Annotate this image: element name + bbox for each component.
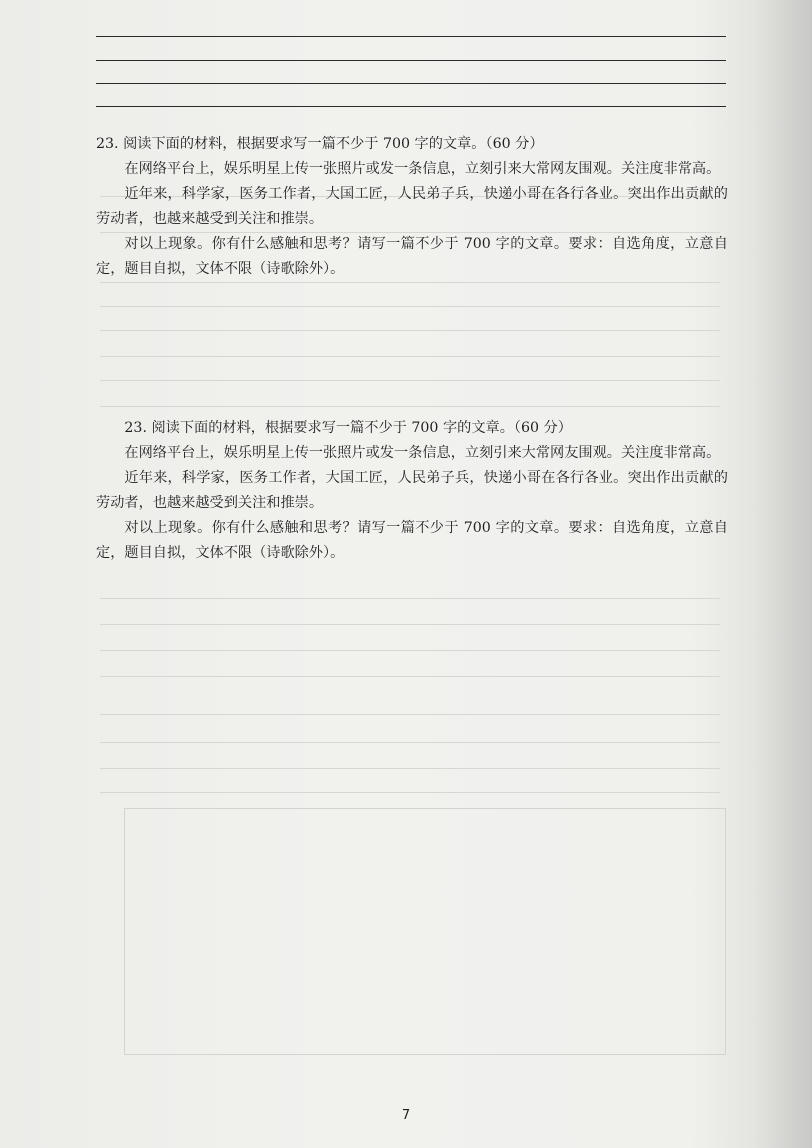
bleed-through-line xyxy=(100,624,720,625)
material-paragraph-2: 近年来，科学家，医务工作者，大国工匠，人民弟子兵，快递小哥在各行各业。突出作出贡献的劳动者，也越来越受到关注和推崇。 xyxy=(96,186,728,227)
bleed-through-line xyxy=(100,356,720,357)
material-paragraph-2: 近年来，科学家，医务工作者，大国工匠，人民弟子兵，快递小哥在各行各业。突出作出贡献的劳动者，也越来越受到关注和推崇。 xyxy=(96,470,728,511)
scan-edge-shadow xyxy=(752,0,812,1148)
bleed-through-line xyxy=(100,306,720,307)
material-paragraph-1: 在网络平台上，娱乐明星上传一张照片或发一条信息，立刻引来大常网友围观。关注度非常高。 xyxy=(124,161,721,177)
bleed-through-line xyxy=(100,330,720,331)
bleed-through-line xyxy=(100,742,720,743)
essay-question-block-repeat xyxy=(96,416,728,566)
bleed-through-line xyxy=(100,768,720,769)
material-paragraph-1: 在网络平台上，娱乐明星上传一张照片或发一条信息，立刻引来大常网友围观。关注度非常高。 xyxy=(124,445,721,461)
material-paragraph-3: 对以上现象。你有什么感触和思考？请写一篇不少于 700 字的文章。要求：自选角度，立意自定，题目自拟，文体不限（诗歌除外）。 xyxy=(96,520,728,561)
bleed-through-line xyxy=(100,650,720,651)
question-prompt: 23. 阅读下面的材料，根据要求写一篇不少于 700 字的文章。（60 分） xyxy=(96,136,544,152)
answer-line xyxy=(96,60,726,61)
answer-line xyxy=(96,106,726,107)
essay-question-block xyxy=(96,132,728,282)
bleed-through-line xyxy=(100,714,720,715)
question-prompt: 23. 阅读下面的材料，根据要求写一篇不少于 700 字的文章。（60 分） xyxy=(124,420,572,436)
answer-line xyxy=(96,83,726,84)
material-paragraph-3: 对以上现象。你有什么感触和思考？请写一篇不少于 700 字的文章。要求：自选角度，立意自定，题目自拟，文体不限（诗歌除外）。 xyxy=(96,236,728,277)
bleed-through-table xyxy=(124,808,726,1055)
page-number: 7 xyxy=(401,1108,411,1123)
bleed-through-line xyxy=(100,598,720,599)
bleed-through-line xyxy=(100,676,720,677)
bleed-through-line xyxy=(100,792,720,793)
bleed-through-line xyxy=(100,282,720,283)
answer-line xyxy=(96,36,726,37)
bleed-through-line xyxy=(100,406,720,407)
bleed-through-line xyxy=(100,380,720,381)
